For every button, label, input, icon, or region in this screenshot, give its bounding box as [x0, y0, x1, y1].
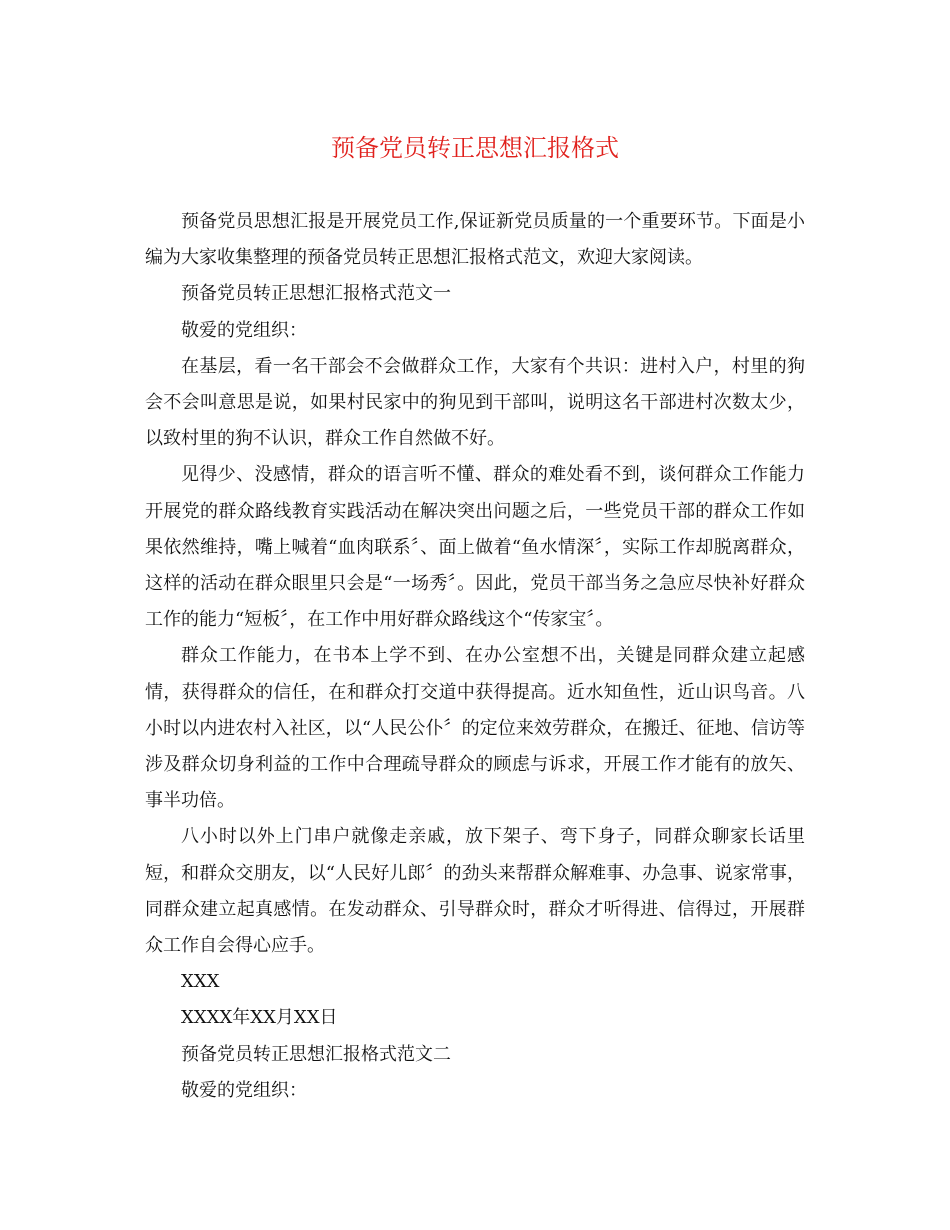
- intro-paragraph: 预备党员思想汇报是开展党员工作,保证新党员质量的一个重要环节。下面是小编为大家收集整理的预备党员转正思想汇报格式范文，欢迎大家阅读。: [145, 211, 805, 269]
- body-paragraph: 见得少、没感情，群众的语言听不懂、群众的难处看不到，谈何群众工作能力开展党的群众路线教育实践活动在解决突出问题之后，一些党员干部的群众工作如果依然维持，嘴上喊着“血肉联系〞、面上做着“鱼水情深〞，实际工作却脱离群众，这样的活动在群众眼里只会是“一场秀〞。因此，党员干部当务之急应尽快补好群众工作的能力“短板〞，在工作中用好群众路线这个“传家宝〞。: [145, 464, 805, 631]
- signature-name: XXX: [181, 971, 220, 993]
- body-paragraph: 八小时以外上门串户就像走亲戚，放下架子、弯下身子，同群众聊家长话里短，和群众交朋友，以“人民好儿郎〞的劲头来帮群众解难事、办急事、说家常事，同群众建立起真感情。在发动群众、引导群众时，群众才听得进、信得过，开展群众工作自会得心应手。: [145, 826, 805, 957]
- document-body: [145, 204, 805, 1109]
- sample-two-heading: 预备党员转正思想汇报格式范文二: [181, 1043, 451, 1065]
- salutation: 敬爱的党组织：: [181, 1079, 307, 1101]
- body-paragraph: 在基层，看一名干部会不会做群众工作，大家有个共识：进村入户，村里的狗会不会叫意思是说，如果村民家中的狗见到干部叫，说明这名干部进村次数太少，以致村里的狗不认识，群众工作自然做不好。: [145, 355, 805, 450]
- body-paragraph: 群众工作能力，在书本上学不到、在办公室想不出，关键是同群众建立起感情，获得群众的信任，在和群众打交道中获得提高。近水知鱼性，近山识鸟音。八小时以内进农村入社区，以“人民公仆〞的定位来效劳群众，在搬迁、征地、信访等涉及群众切身利益的工作中合理疏导群众的顾虑与诉求，开展工作才能有的放矢、事半功倍。: [145, 645, 805, 812]
- signature-date: XXXX年XX月XX日: [181, 1007, 338, 1029]
- salutation: 敬爱的党组织：: [181, 319, 307, 341]
- sample-one-heading: 预备党员转正思想汇报格式范文一: [181, 283, 451, 305]
- document-title: 预备党员转正思想汇报格式: [331, 134, 619, 162]
